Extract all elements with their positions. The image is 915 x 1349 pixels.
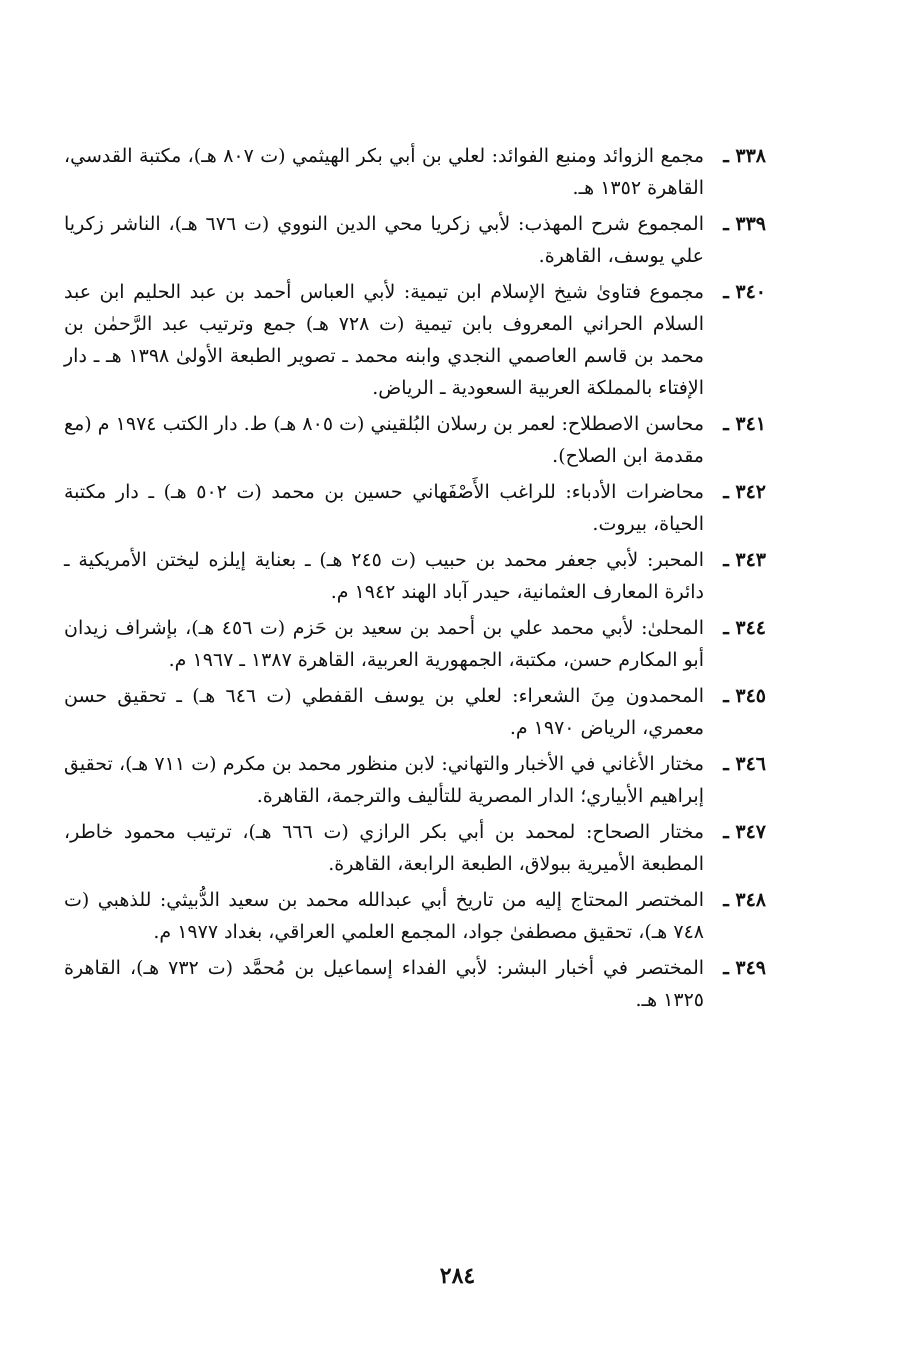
entry-number: ٣٣٨ ـ (723, 145, 766, 167)
entry-text: محاسن الاصطلاح: لعمر بن رسلان البُلقيني (ت ٨٠٥ هـ) ط. دار الكتب ١٩٧٤ م (مع مقدمة ابن الصلاح). (64, 413, 704, 467)
entry-number: ٣٤٢ ـ (723, 481, 766, 503)
bibliography-entry (64, 140, 766, 204)
entry-number: ٣٤٩ ـ (723, 957, 766, 979)
entry-text: المختصر المحتاج إليه من تاريخ أبي عبدالله محمد بن سعيد الدُّبيثي: للذهبي (ت ٧٤٨ هـ)، تحقيق مصطفىٰ جواد، المجمع العلمي العراقي، بغداد ١٩٧٧ م. (64, 889, 704, 943)
entry-text: المختصر في أخبار البشر: لأبي الفداء إسماعيل بن مُحمَّد (ت ٧٣٢ هـ)، القاهرة ١٣٢٥ هـ. (64, 957, 705, 1011)
bibliography-entry (64, 544, 766, 608)
entry-number: ٣٤١ ـ (723, 413, 766, 435)
entry-text: المجموع شرح المهذب: لأبي زكريا محي الدين النووي (ت ٦٧٦ هـ)، الناشر زكريا علي يوسف، القاهرة. (64, 213, 704, 267)
bibliography-list (64, 140, 766, 1020)
bibliography-entry (64, 408, 766, 472)
bibliography-entry (64, 952, 766, 1016)
entry-number: ٣٤٦ ـ (723, 753, 766, 775)
entry-number: ٣٤٣ ـ (723, 549, 766, 571)
entry-number: ٣٤٤ ـ (723, 617, 766, 639)
entry-number: ٣٣٩ ـ (723, 213, 766, 235)
entry-number: ٣٤٥ ـ (723, 685, 766, 707)
bibliography-entry (64, 884, 766, 948)
entry-text: مختار الأغاني في الأخبار والتهاني: لابن منظور محمد بن مكرم (ت ٧١١ هـ)، تحقيق إبراهيم الأبياري؛ الدار المصرية للتأليف والترجمة، القاهرة. (64, 753, 704, 807)
page-number: ٢٨٤ (439, 1263, 476, 1289)
bibliography-entry (64, 476, 766, 540)
entry-text: مختار الصحاح: لمحمد بن أبي بكر الرازي (ت ٦٦٦ هـ)، ترتيب محمود خاطر، المطبعة الأميرية ببولاق، الطبعة الرابعة، القاهرة. (64, 821, 705, 875)
entry-text: مجموع فتاوىٰ شيخ الإسلام ابن تيمية: لأبي العباس أحمد بن عبد الحليم ابن عبد السلام الحراني المعروف بابن تيمية (ت ٧٢٨ هـ) جمع وترتيب عبد الرَّحمٰن بن محمد بن قاسم العاصمي النجدي وابنه محمد ـ تصوير الطبعة الأولىٰ ١٣٩٨ هـ ـ دار الإفتاء بالمملكة العربية السعودية ـ الرياض. (64, 281, 705, 399)
entry-text: المحمدون مِنَ الشعراء: لعلي بن يوسف القفطي (ت ٦٤٦ هـ) ـ تحقيق حسن معمري، الرياض ١٩٧٠ م. (64, 685, 704, 739)
entry-text: المحلىٰ: لأبي محمد علي بن أحمد بن سعيد بن حَزم (ت ٤٥٦ هـ)، بإشراف زيدان أبو المكارم حسن، مكتبة، الجمهورية العربية، القاهرة ١٣٨٧ ـ ١٩٦٧ م. (64, 617, 704, 671)
entry-text: مجمع الزوائد ومنبع الفوائد: لعلي بن أبي بكر الهيثمي (ت ٨٠٧ هـ)، مكتبة القدسي، القاهرة ١٣٥٢ هـ. (64, 145, 704, 199)
entry-number: ٣٤٠ ـ (723, 281, 766, 303)
entry-number: ٣٤٧ ـ (723, 821, 766, 843)
bibliography-entry (64, 816, 766, 880)
bibliography-entry (64, 748, 766, 812)
bibliography-entry (64, 612, 766, 676)
bibliography-entry (64, 208, 766, 272)
entry-text: محاضرات الأدباء: للراغب الأَصْفَهاني حسين بن محمد (ت ٥٠٢ هـ) ـ دار مكتبة الحياة، بيروت. (64, 481, 705, 535)
bibliography-entry (64, 680, 766, 744)
bibliography-entry (64, 276, 766, 404)
entry-number: ٣٤٨ ـ (723, 889, 766, 911)
entry-text: المحبر: لأبي جعفر محمد بن حبيب (ت ٢٤٥ هـ) ـ بعناية إيلزه ليختن الأمريكية ـ دائرة المعارف العثمانية، حيدر آباد الهند ١٩٤٢ م. (64, 549, 704, 603)
